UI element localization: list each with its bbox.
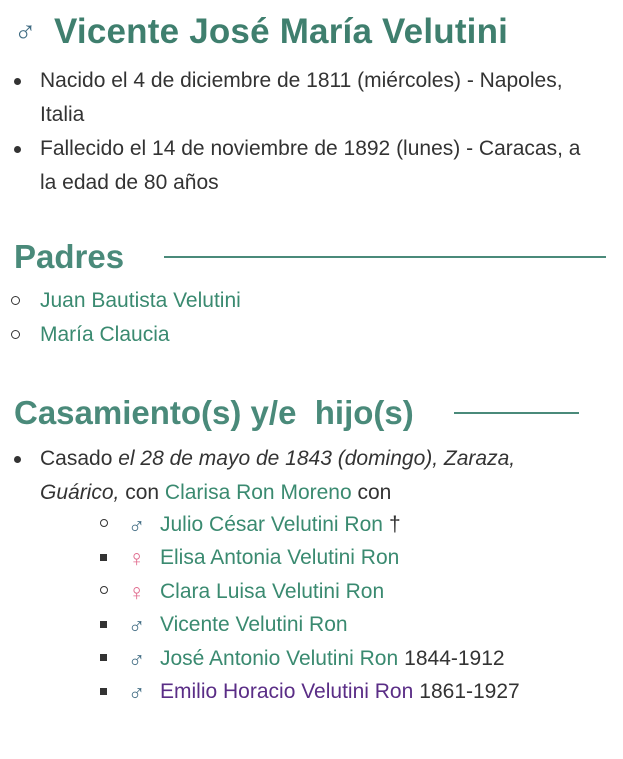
bullet bbox=[100, 621, 107, 628]
marriage-entry bbox=[0, 442, 600, 510]
life-dates: 1844-1912 bbox=[404, 646, 505, 670]
spouse-link[interactable]: Clarisa Ron Moreno bbox=[164, 481, 352, 504]
page-header bbox=[14, 12, 508, 52]
parent-link-father[interactable]: Juan Bautista Velutini bbox=[40, 289, 241, 312]
marriages-section-header bbox=[14, 394, 579, 432]
marriage-prefix: Casado bbox=[40, 447, 119, 470]
child-link[interactable]: José Antonio Velutini Ron bbox=[160, 646, 399, 670]
list-item bbox=[0, 609, 520, 643]
child-link[interactable]: Vicente Velutini Ron bbox=[160, 613, 348, 637]
parents-section-header bbox=[14, 238, 606, 276]
bullet bbox=[100, 688, 107, 695]
section-divider bbox=[454, 412, 579, 414]
list-item bbox=[0, 642, 520, 676]
marriages-heading: Casamiento(s) y/e hijo(s) bbox=[14, 394, 414, 431]
male-icon: ♂ bbox=[128, 511, 146, 538]
parent-link-mother[interactable]: María Claucia bbox=[40, 323, 170, 346]
list-item bbox=[0, 676, 520, 710]
facts-list bbox=[0, 64, 600, 200]
section-divider bbox=[164, 256, 606, 258]
parents-heading: Padres bbox=[14, 238, 125, 275]
parents-list bbox=[0, 284, 241, 352]
birth-fact: Nacido el 4 de diciembre de 1811 (miércoles) - Napoles, Italia bbox=[0, 64, 600, 132]
female-icon: ♀ bbox=[128, 578, 146, 605]
male-icon: ♂ bbox=[128, 679, 146, 706]
child-link[interactable]: Emilio Horacio Velutini Ron bbox=[160, 680, 414, 704]
marriage-suffix: con bbox=[351, 481, 392, 504]
bullet bbox=[14, 456, 21, 463]
bullet bbox=[100, 519, 108, 527]
male-icon: ♂ bbox=[14, 15, 37, 48]
child-link[interactable]: Elisa Antonia Velutini Ron bbox=[160, 546, 400, 570]
list-item bbox=[0, 542, 520, 576]
male-icon: ♂ bbox=[128, 645, 146, 672]
female-icon: ♀ bbox=[128, 545, 146, 572]
marriage-date-place: el 28 de mayo de 1843 (domingo), Zaraza, Guárico, bbox=[40, 447, 516, 504]
child-link[interactable]: Clara Luisa Velutini Ron bbox=[160, 579, 385, 603]
bullet bbox=[100, 654, 107, 661]
list-item bbox=[0, 284, 241, 318]
list-item bbox=[0, 508, 520, 542]
child-link[interactable]: Julio César Velutini Ron bbox=[160, 512, 383, 536]
list-item bbox=[0, 318, 241, 352]
children-list bbox=[0, 508, 520, 709]
marriage-with: con bbox=[119, 481, 165, 504]
list-item bbox=[0, 575, 520, 609]
life-dates: 1861-1927 bbox=[419, 680, 520, 704]
page-title: Vicente José María Velutini bbox=[54, 12, 509, 51]
bullet bbox=[100, 586, 108, 594]
bullet bbox=[100, 554, 107, 561]
male-icon: ♂ bbox=[128, 612, 146, 639]
death-fact: Fallecido el 14 de noviembre de 1892 (lunes) - Caracas, a la edad de 80 años bbox=[0, 132, 600, 200]
deceased-marker: † bbox=[388, 512, 401, 536]
